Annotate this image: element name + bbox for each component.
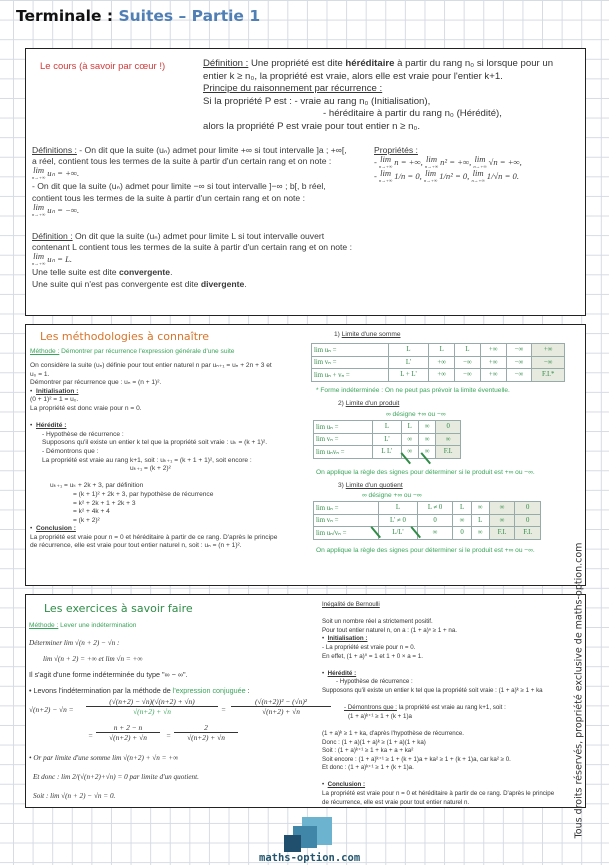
init-2: La propriété est donc vraie pour n = 0. bbox=[30, 404, 142, 412]
dem-label: - Démontrons que : bbox=[42, 447, 99, 455]
b-hyp-label: - Hypothèse de récurrence : bbox=[336, 678, 413, 686]
quotient-label: Limite d'un quotient bbox=[345, 482, 403, 489]
lim-sub: n→+∞ bbox=[379, 178, 393, 184]
somme-table bbox=[311, 343, 565, 382]
table-cell: F.I. bbox=[489, 527, 515, 540]
table-cell: L' bbox=[373, 433, 401, 446]
calc-line: = k² + 4k + 4 bbox=[73, 508, 110, 516]
table-cell: 0 bbox=[436, 421, 461, 434]
table-cell: L bbox=[455, 344, 481, 357]
div-bold: divergente bbox=[200, 278, 245, 289]
hyp-1: Supposons qu'il existe un entier k tel que la propriété soit vraie : uₖ = (k + 1)². bbox=[42, 439, 268, 447]
fraction-num: n + 2 − n bbox=[96, 723, 160, 733]
lim-word: lim bbox=[474, 154, 486, 165]
inf-note: ∞ désigne +∞ ou −∞ bbox=[386, 411, 446, 418]
logo-icon bbox=[284, 817, 334, 853]
hyp-label: - Hypothèse de récurrence : bbox=[42, 430, 124, 438]
table-cell: −∞ bbox=[506, 356, 532, 369]
ex-line-5: • Or par limite d'une somme lim √(n+2) + √n = +∞ bbox=[29, 754, 179, 762]
table-cell: ∞ bbox=[453, 514, 471, 527]
fi-note: * Forme indéterminée : On ne peut pas prévoir la limite éventuelle. bbox=[316, 387, 510, 394]
table-row bbox=[312, 369, 565, 382]
table-cell: +∞ bbox=[480, 369, 506, 382]
calc-line: = (k + 2)² bbox=[73, 516, 100, 524]
def-text-1b: à partir du rang n₀ si lorsque pour un bbox=[394, 58, 554, 69]
lim-word: lim bbox=[472, 168, 484, 179]
fraction-4 bbox=[174, 723, 238, 742]
table-cell: −∞ bbox=[532, 356, 565, 369]
def2-label: Définition : bbox=[32, 231, 73, 241]
table-cell: L bbox=[401, 421, 418, 434]
table-cell: F.I.* bbox=[532, 369, 565, 382]
methode-label: Méthode : bbox=[30, 348, 60, 355]
defs-line-1: - On dit que la suite (uₙ) admet pour limite +∞ si tout intervalle ]a ; +∞[, bbox=[76, 145, 347, 155]
fraction-den: √(n+2) + √n bbox=[109, 733, 147, 742]
props-line-1: - lim n→+∞ n = +∞, lim n→+∞ n² = +∞, lim n→+∞ √n = +∞, bbox=[374, 154, 522, 170]
exercices-heading: Les exercices à savoir faire bbox=[44, 602, 193, 615]
ex-line-4b: l'expression conjuguée bbox=[172, 686, 246, 695]
def-text-2: entier k ≥ n₀, la propriété est vraie, alors elle est vraie pour l'entier k+1. bbox=[203, 70, 503, 82]
table-cell: L ≠ 0 bbox=[417, 502, 453, 515]
signes-note-2: On applique la règle des signes pour déterminer si le produit est +∞ ou −∞. bbox=[316, 547, 535, 554]
table-cell: −∞ bbox=[506, 344, 532, 357]
table-cell: +∞ bbox=[532, 344, 565, 357]
table-cell: 0 bbox=[453, 527, 471, 540]
enonce-1: On considère la suite (uₙ) définie pour tout entier naturel n par uₙ₊₁ = uₙ + 2n + 3 et bbox=[30, 362, 272, 369]
defs-line-4: - On dit que la suite (uₙ) admet pour limite −∞ si tout intervalle ]−∞ ; b[, b réel, bbox=[32, 181, 326, 192]
title-main: Suites – Partie 1 bbox=[118, 7, 261, 25]
table-cell: L bbox=[379, 502, 417, 515]
lim-expr-plus bbox=[32, 165, 80, 181]
b-concl-1: La propriété est vraie pour n = 0 et héréditaire à partir de ce rang. D'après le principe bbox=[322, 790, 555, 798]
cours-box bbox=[25, 48, 586, 316]
bernoulli-2: Pour tout entier naturel n, on a : (1 + a)ⁿ ≥ 1 + na. bbox=[322, 626, 457, 634]
lim-word: lim bbox=[33, 251, 45, 262]
methode-title: Démontrer par récurrence l'expression générale d'une suite bbox=[59, 348, 235, 355]
table-row bbox=[314, 446, 461, 459]
table-cell: −∞ bbox=[506, 369, 532, 382]
defs-line-2: a réel, contient tous les termes de la suite à partir d'un certain rang et on note : bbox=[32, 156, 332, 167]
proprietes bbox=[374, 145, 522, 184]
table-cell: F.I. bbox=[436, 446, 461, 459]
div-text: Une suite qui n'est pas convergente est dite bbox=[32, 278, 201, 289]
enonce-3: Démontrer par récurrence que : uₙ = (n + 1)². bbox=[30, 379, 162, 387]
ex-line-7: Soit : lim √(n + 2) − √n = 0. bbox=[33, 792, 116, 800]
table-cell: ∞ bbox=[471, 527, 489, 540]
props-line-2: - lim n→+∞ 1/n = 0, lim n→+∞ 1/n² = 0, lim n→+∞ 1/√n = 0. bbox=[374, 168, 520, 184]
bernoulli-title: Inégalité de Bernoulli bbox=[322, 601, 380, 608]
quotient-table bbox=[313, 501, 541, 540]
prop-item: √n = +∞, bbox=[488, 157, 522, 168]
calc-line: uₖ₊₁ = uₖ + 2k + 3, par définition bbox=[50, 482, 144, 490]
table-cell: ∞ bbox=[489, 514, 515, 527]
prop-item: 1/√n = 0. bbox=[486, 171, 520, 182]
lim-word: lim bbox=[33, 165, 45, 176]
def2-line-1: On dit que la suite (uₙ) admet pour limite L si tout intervalle ouvert bbox=[72, 231, 325, 241]
table-cell: ∞ bbox=[401, 446, 418, 459]
table-cell: F.I. bbox=[515, 527, 541, 540]
defs-line-6: uₙ = −∞. bbox=[47, 204, 80, 215]
principe-label: Principe du raisonnement par récurrence : bbox=[203, 83, 383, 95]
table-cell: L bbox=[388, 344, 429, 357]
produit-table bbox=[313, 420, 461, 459]
defs-line-3: uₙ = +∞. bbox=[47, 168, 80, 179]
methode-recurrence bbox=[30, 348, 234, 357]
inf-note-2: ∞ désigne +∞ ou −∞ bbox=[362, 492, 422, 499]
table-cell: +∞ bbox=[429, 356, 455, 369]
concl-2: de récurrence, elle est vraie pour tout entier naturel n, soit : uₙ = (n + 1)². bbox=[30, 542, 242, 550]
principe-3: alors la propriété P est vraie pour tout entier n ≥ n₀. bbox=[203, 120, 421, 132]
somme-num: 1) bbox=[334, 331, 342, 338]
fraction-3 bbox=[96, 723, 160, 742]
methode-indetermination bbox=[29, 622, 136, 631]
row-header-cell: lim uₙvₙ = bbox=[314, 446, 373, 459]
ex-line-4c: : bbox=[245, 686, 250, 695]
table-cell: 0 bbox=[515, 514, 541, 527]
fraction-1 bbox=[86, 697, 218, 716]
row-header-cell: lim uₙ = bbox=[314, 421, 373, 434]
def2-line-2: contenant L contient tous les termes de la suite à partir d'un certain rang et on note : bbox=[32, 242, 352, 253]
table-cell: L bbox=[373, 421, 401, 434]
b-dem-label: - Démontrons que : bbox=[344, 704, 397, 712]
lim-word: lim bbox=[33, 201, 45, 212]
somme-title bbox=[334, 331, 401, 340]
methodes-heading: Les méthodologies à connaître bbox=[40, 330, 210, 343]
conv-bold: convergente bbox=[118, 267, 171, 278]
table-cell: 0 bbox=[417, 514, 453, 527]
table-cell: L/L' bbox=[379, 527, 417, 540]
table-row bbox=[312, 344, 565, 357]
exercices-box: Les exercices à savoir faire Méthode : Lever une indétermination Déterminer lim √(n + 2) − √n : lim √(n + 2) = +∞ et lim √n = +∞ Il s'agit d'une forme indéterminée du type "∞ − ∞". • Levons l'indétermination par la méthode de l'expression conjuguée : √(n+2) − √n = $\frac{(√(n+2) - √n)(√(n+2) + √n)}{√(n+2) + √n}$ = $\frac{\text{(√(n+2))² − (√n)²}}{√(n+2) + √n}$ = $\frac{n + 2 - n}{√(n+2) + √n}$ = $\frac{2}{√(n+2) + √n}$ • Or par limite d'une somme lim √(n+2) + √n = +∞ Et donc : lim 2/(√(n+2)+√n) = 0 par limite d'un quotient. Soit : lim √(n + 2) − √n = 0. Inégalité de Bernoulli Soit un nombre réel a strictement positif. Pour tout entier naturel n, on a : (1 + a)ⁿ ≥ 1 + na. • Initialisation : - La propriété est vraie pour n = 0. En effet, (1 + a)⁰ = 1 et 1 + 0 × a = 1. • Hérédité : - Hypothèse de récurrence : Supposons qu'il existe un entier k tel que la propriété soit vraie : (1 + a)ᵏ ≥ 1 + ka - Démontrons que : la propriété est vraie au rang k+1, soit : (1 + a)ᵏ⁺¹ ≥ 1 + (k + 1)a (1 + a)ᵏ ≥ 1 + ka, d'après l'hypothèse de récurrence. Donc : (1 + a)(1 + a)ᵏ ≥ (1 + a)(1 + ka) Soit : (1 + a)ᵏ⁺¹ ≥ 1 + ka + a + ka² Soit encore : (1 + a)ᵏ⁺¹ ≥ 1 + (k + 1)a + ka² ≥ 1 + (k + 1)a, car ka² ≥ 0. Et donc : (1 + a)ᵏ⁺¹ ≥ 1 + (k + 1)a. • Conclusion : La propriété est vraie pour n = 0 et héréditaire à partir de ce rang. D'après le principe de récurrence, elle est vraie pour tout entier naturel n. bbox=[25, 594, 586, 808]
prop-item: 1/n = 0, bbox=[394, 171, 422, 182]
signes-note: On applique la règle des signes pour déterminer si le produit est +∞ ou −∞. bbox=[316, 469, 535, 476]
ex-line-4a: • Levons l'indétermination par la méthode de bbox=[29, 686, 173, 695]
prop-item: n² = +∞, bbox=[440, 157, 472, 168]
table-cell: L' bbox=[388, 356, 429, 369]
prop-item: 1/n² = 0, bbox=[439, 171, 470, 182]
ex-line-6: Et donc : lim 2/(√(n+2)+√n) = 0 par limite d'un quotient. bbox=[33, 773, 199, 781]
definition-hereditaire bbox=[203, 58, 553, 134]
lim-sub: n→+∞ bbox=[424, 164, 439, 170]
table-cell: L bbox=[453, 502, 471, 515]
methode-enonce: On considère la suite (uₙ) définie pour tout entier naturel n par uₙ₊₁ = uₙ + 2n + 3 et u₀ = 1. Démontrer par récurrence que : uₙ = (n + 1)². • Initialisation : (0 + 1)² = 1 = u₀. La propriété est donc vraie pour n = 0. • Hérédité : - Hypothèse de récurrence : Supposons qu'il existe un entier k tel que la propriété soit vraie : uₖ = (k + 1)². - Démontrons que : La propriété est vraie au rang k+1, soit : uₖ₊₁ = (k + 1 + 1)², soit encore : uₖ₊₁ = (k + 2)² uₖ₊₁ = uₖ + 2k + 3, par définition = (k + 1)² + 2k + 3, par hypothèse de récurrence = k² + 2k + 1 + 2k + 3 = k² + 4k + 4 = (k + 2)² • Conclusion : La propriété est vraie pour n = 0 et héréditaire à partir de ce rang. D'après le principe de récurrence, elle est vraie pour tout entier naturel n, soit : uₙ = (n + 1)². bbox=[30, 362, 278, 550]
dem-2: uₖ₊₁ = (k + 2)² bbox=[130, 465, 171, 473]
table-row bbox=[314, 433, 461, 446]
b-concl-2: de récurrence, elle est vraie pour tout entier naturel n. bbox=[322, 798, 470, 806]
ex-line-3: Il s'agit d'une forme indéterminée du type "∞ − ∞". bbox=[29, 670, 188, 679]
table-cell: −∞ bbox=[455, 356, 481, 369]
lim-word: lim bbox=[425, 168, 437, 179]
lim-sub: n→+∞ bbox=[32, 175, 46, 181]
b-calc: Donc : (1 + a)(1 + a)ᵏ ≥ (1 + a)(1 + ka) bbox=[322, 738, 426, 746]
lim-word: lim bbox=[426, 154, 438, 165]
table-cell: ∞ bbox=[418, 446, 435, 459]
ex-line-2: lim √(n + 2) = +∞ et lim √n = +∞ bbox=[43, 655, 143, 663]
ex-methode-title: Lever une indétermination bbox=[58, 622, 137, 629]
concl-1: La propriété est vraie pour n = 0 et héréditaire à partir de ce rang. D'après le principe bbox=[30, 533, 278, 541]
b-hyp-1: Supposons qu'il existe un entier k tel que la propriété soit vraie : (1 + a)ᵏ ≥ 1 + ka bbox=[322, 686, 543, 694]
quotient-num: 3) bbox=[338, 482, 346, 489]
title-prefix: Terminale : bbox=[16, 7, 119, 25]
defs-line-5: contient tous les termes de la suite à partir d'un certain rang et on note : bbox=[32, 192, 305, 203]
lim-sub: n→+∞ bbox=[32, 211, 46, 217]
definitions-limites bbox=[32, 145, 347, 218]
dem-1: La propriété est vraie au rang k+1, soit : uₖ₊₁ = (k + 1 + 1)², soit encore : bbox=[42, 456, 252, 464]
row-header-cell: lim vₙ = bbox=[314, 433, 373, 446]
b-init-1: - La propriété est vraie pour n = 0. bbox=[322, 643, 416, 651]
table-cell: L bbox=[471, 514, 489, 527]
row-header-cell: lim uₙ = bbox=[312, 344, 389, 357]
calc-line: = k² + 2k + 1 + 2k + 3 bbox=[73, 499, 136, 507]
table-cell: +∞ bbox=[480, 356, 506, 369]
row-header-cell: lim uₙ + vₙ = bbox=[312, 369, 389, 382]
b-init-label: Initialisation : bbox=[327, 635, 368, 643]
prop-item: n = +∞, bbox=[394, 157, 423, 168]
def-text-1: Une propriété est dite bbox=[248, 58, 346, 69]
def-bold: héréditaire bbox=[345, 58, 395, 69]
lim-word: lim bbox=[380, 154, 392, 165]
produit-label: Limite d'un produit bbox=[345, 400, 400, 407]
bernoulli: Inégalité de Bernoulli Soit un nombre réel a strictement positif. Pour tout entier naturel n, on a : (1 + a)ⁿ ≥ 1 + na. • Initialisation : - La propriété est vraie pour n = 0. En effet, (1 + a)⁰ = 1 et 1 + 0 × a = 1. • Hérédité : - Hypothèse de récurrence : Supposons qu'il existe un entier k tel que la propriété soit vraie : (1 + a)ᵏ ≥ 1 + ka - Démontrons que : la propriété est vraie au rang k+1, soit : (1 + a)ᵏ⁺¹ ≥ 1 + (k + 1)a (1 + a)ᵏ ≥ 1 + ka, d'après l'hypothèse de récurrence. Donc : (1 + a)(1 + a)ᵏ ≥ (1 + a)(1 + ka) Soit : (1 + a)ᵏ⁺¹ ≥ 1 + ka + a + ka² Soit encore : (1 + a)ᵏ⁺¹ ≥ 1 + (k + 1)a + ka² ≥ 1 + (k + 1)a, car ka² ≥ 0. Et donc : (1 + a)ᵏ⁺¹ ≥ 1 + (k + 1)a. • Conclusion : La propriété est vraie pour n = 0 et héréditaire à partir de ce rang. D'après le principe de récurrence, elle est vraie pour tout entier naturel n. bbox=[322, 601, 555, 806]
cours-heading: Le cours (à savoir par cœur !) bbox=[40, 61, 166, 72]
ex-line-1: Déterminer lim √(n + 2) − √n : bbox=[29, 639, 120, 647]
fraction-den: √(n+2) + √n bbox=[262, 707, 300, 716]
b-calc: Soit encore : (1 + a)ᵏ⁺¹ ≥ 1 + (k + 1)a + ka² ≥ 1 + (k + 1)a, car ka² ≥ 0. bbox=[322, 755, 511, 763]
b-concl-label: Conclusion : bbox=[327, 781, 366, 789]
lim-word: lim bbox=[380, 168, 392, 179]
fraction-num: (√(n+2))² − (√n)² bbox=[231, 697, 331, 707]
table-cell: ∞ bbox=[417, 527, 453, 540]
fraction-den: √(n+2) + √n bbox=[133, 707, 171, 716]
lim-sub: n→+∞ bbox=[379, 164, 393, 170]
lim-expr-minus bbox=[32, 201, 80, 217]
b-dem-1: la propriété est vraie au rang k+1, soit : bbox=[396, 704, 506, 712]
table-cell: ∞ bbox=[436, 433, 461, 446]
table-row bbox=[312, 356, 565, 369]
principe-2: - héréditaire à partir du rang n₀ (Hérédité), bbox=[323, 108, 502, 120]
row-header-cell: lim vₙ = bbox=[312, 356, 389, 369]
somme-label: Limite d'une somme bbox=[341, 331, 401, 338]
lim-expr-L bbox=[32, 251, 73, 267]
page-title bbox=[16, 7, 260, 25]
hered-label: Hérédité : bbox=[35, 422, 67, 430]
props-label: Propriétés : bbox=[374, 145, 418, 155]
table-cell: ∞ bbox=[418, 433, 435, 446]
b-init-2: En effet, (1 + a)⁰ = 1 et 1 + 0 × a = 1. bbox=[322, 652, 423, 660]
lim-sub: n→+∞ bbox=[471, 178, 485, 184]
table-cell: −∞ bbox=[455, 369, 481, 382]
table-cell: ∞ bbox=[418, 421, 435, 434]
table-cell: ∞ bbox=[471, 502, 489, 515]
conv-text: Une telle suite est dite bbox=[32, 267, 119, 278]
lim-sub: n→+∞ bbox=[32, 261, 46, 267]
bernoulli-1: Soit un nombre réel a strictement positif. bbox=[322, 618, 433, 626]
table-row bbox=[314, 421, 461, 434]
ex-methode-label: Méthode : bbox=[29, 622, 59, 629]
table-cell: 0 bbox=[515, 502, 541, 515]
row-header-cell: lim uₙ/vₙ = bbox=[314, 527, 379, 540]
fraction-den: √(n+2) + √n bbox=[187, 733, 225, 742]
table-cell: L + L' bbox=[388, 369, 429, 382]
table-cell: ∞ bbox=[401, 433, 418, 446]
table-row bbox=[314, 502, 541, 515]
copyright-watermark: Tous droits réservés, propriété exclusive de maths-option.com bbox=[573, 542, 585, 839]
principe-1: Si la propriété P est : - vraie au rang n₀ (Initialisation), bbox=[203, 95, 431, 107]
table-cell: +∞ bbox=[480, 344, 506, 357]
b-calc: Soit : (1 + a)ᵏ⁺¹ ≥ 1 + ka + a + ka² bbox=[322, 747, 414, 755]
b-dem-2: (1 + a)ᵏ⁺¹ ≥ 1 + (k + 1)a bbox=[348, 712, 412, 720]
b-calc: (1 + a)ᵏ ≥ 1 + ka, d'après l'hypothèse de récurrence. bbox=[322, 729, 464, 737]
table-cell: L' ≠ 0 bbox=[379, 514, 417, 527]
exercice-conclusion bbox=[29, 749, 199, 806]
calc-line: = (k + 1)² + 2k + 3, par hypothèse de récurrence bbox=[73, 490, 214, 498]
table-cell: +∞ bbox=[429, 369, 455, 382]
lim-sub: n→+∞ bbox=[423, 178, 438, 184]
table-row bbox=[314, 514, 541, 527]
init-label: Initialisation : bbox=[35, 387, 79, 395]
quotient-title bbox=[338, 482, 403, 491]
logo-text[interactable]: maths-option.com bbox=[259, 852, 361, 864]
table-cell: L L' bbox=[373, 446, 401, 459]
table-cell: ∞ bbox=[489, 502, 515, 515]
eq-left: √(n+2) − √n = bbox=[29, 705, 74, 714]
enonce-2: u₀ = 1. bbox=[30, 370, 50, 378]
b-calc: Et donc : (1 + a)ᵏ⁺¹ ≥ 1 + (k + 1)a. bbox=[322, 764, 414, 772]
fraction-num: (√(n+2) − √n)(√(n+2) + √n) bbox=[86, 697, 218, 707]
definition-limite-finie: Définition : On dit que la suite (uₙ) admet pour limite L si tout intervalle ouvert contenant L contient tous les termes de la suite à partir d'un certain rang et on note : lim n→+∞ uₙ = L. Une telle suite est dite convergente. Une suite qui n'est pas convergente est dite divergente. bbox=[32, 231, 352, 289]
exercice-content bbox=[29, 635, 250, 699]
def-label: Définition : bbox=[203, 58, 249, 69]
row-header-cell: lim vₙ = bbox=[314, 514, 379, 527]
produit-title bbox=[338, 400, 399, 409]
table-row bbox=[314, 527, 541, 540]
methodes-box bbox=[25, 324, 586, 586]
concl-label: Conclusion : bbox=[35, 525, 76, 533]
produit-num: 2) bbox=[338, 400, 346, 407]
table-cell: L bbox=[429, 344, 455, 357]
lim-sub: n→+∞ bbox=[473, 164, 487, 170]
fraction-num: 2 bbox=[174, 723, 238, 733]
fraction-2 bbox=[231, 697, 331, 716]
defs-label: Définitions : bbox=[32, 145, 77, 155]
row-header-cell: lim uₙ = bbox=[314, 502, 379, 515]
b-hered-label: Hérédité : bbox=[327, 669, 357, 677]
def2-line-3: uₙ = L. bbox=[47, 254, 73, 265]
init-1: (0 + 1)² = 1 = u₀. bbox=[30, 396, 79, 404]
